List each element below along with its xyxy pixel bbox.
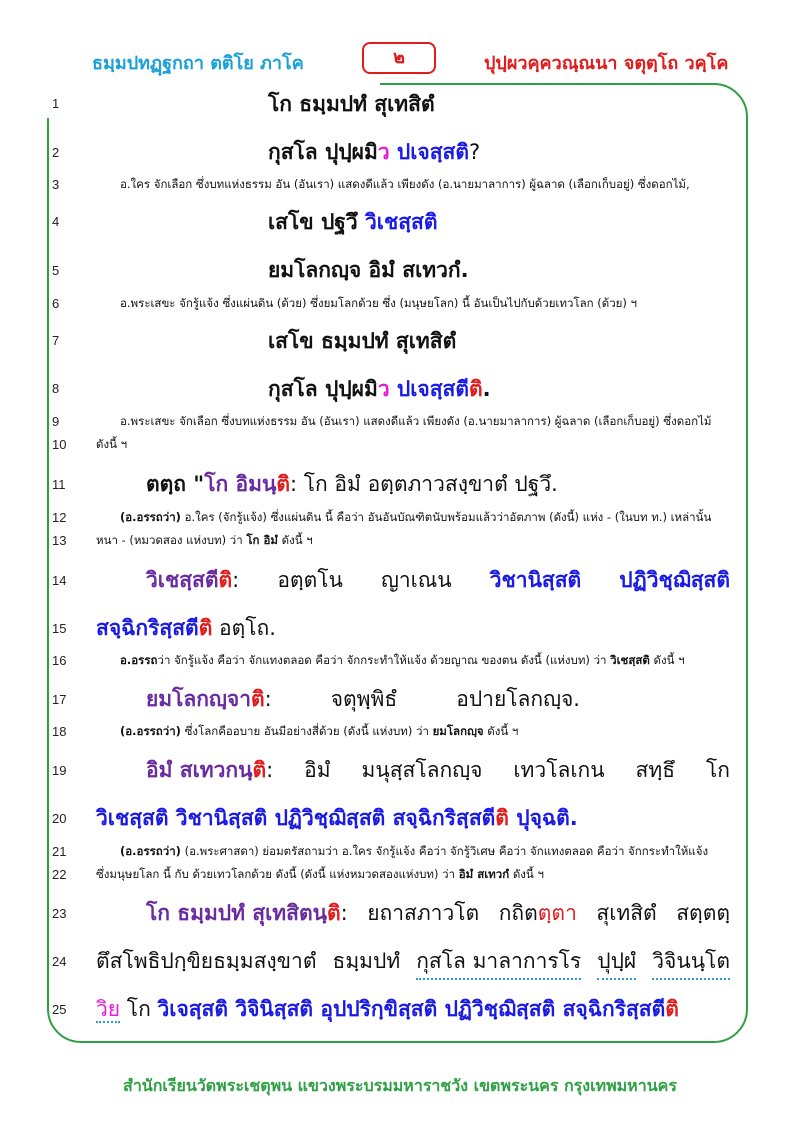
commentary-line-25 xyxy=(96,993,730,1026)
page-header xyxy=(0,40,800,80)
translation-line-6: อ.พระเสขะ จักรู้แจ้ง ซึ่งแผ่นดิน (ด้วย) ซึ่งยมโลกด้วย ซึ่ง (มนุษยโลก) นี้ อันเป็นไปกับด้วยเทวโลก (ด้วย) ฯ xyxy=(120,296,637,310)
simile-phrase: วิจินนฺโต xyxy=(652,945,730,980)
iti-particle: ติ xyxy=(198,616,213,640)
book-title: ธมฺมปทฏฺฐกถา ตติโย ภาโค xyxy=(92,53,304,74)
gloss-label: (อ.อรรถว่า) xyxy=(120,844,181,858)
verse-text: เสโข ปฐวึ xyxy=(268,210,365,234)
colon: : xyxy=(340,901,348,925)
iti-particle: ติ xyxy=(252,758,267,782)
headword: วิเชสฺสตี xyxy=(146,568,219,592)
line-number: 6 xyxy=(52,296,60,311)
iti-particle: ติ xyxy=(469,377,483,401)
gloss-text: หนา - (หมวดสอง แห่งบท) ว่า xyxy=(96,533,247,547)
word: มนุสฺสโลกญฺจ xyxy=(361,758,483,782)
gloss-text: อ.ใคร (จักรู้แจ้ง) ซึ่งแผ่นดิน นี้ คือว่า อันอันบัณฑิตนับพร้อมแล้วว่าอัตภาพ (ดังนี้) แห่ง - (ในบท ท.) เหล่านั้น xyxy=(180,510,712,524)
word: สทฺธึ xyxy=(635,758,676,782)
headword-group xyxy=(146,897,348,930)
gloss-text: ว่า จักรู้แจ้ง คือว่า จักแทงตลอด คือว่า จักกระทำให้แจ้ง ด้วยญาณ ของตน ดังนี้ (แห่งบท) ว่า xyxy=(157,653,611,667)
commentary-line-15 xyxy=(96,612,730,645)
line-number: 20 xyxy=(52,811,67,826)
commentary-line-24 xyxy=(96,945,730,980)
verse-verb: ปเจสฺสตี xyxy=(389,377,470,401)
page-footer: สำนักเรียนวัดพระเชตุพน แขวงพระบรมมหาราชวัง เขตพระนคร กรุงเทพมหานคร xyxy=(123,1076,677,1095)
verse-verb: วิเชสฺสติ xyxy=(364,210,438,234)
verse-punct: ? xyxy=(469,140,481,164)
verb: ปฏิวิชฺฌิสฺสติ xyxy=(619,568,730,592)
line-number: 7 xyxy=(52,333,60,348)
gloss-headword: ยมโลกญฺจ xyxy=(432,724,484,738)
line-number: 14 xyxy=(52,573,67,588)
translation-line-16 xyxy=(120,652,730,670)
line-number: 3 xyxy=(52,177,60,192)
line-number: 17 xyxy=(52,692,67,707)
line-number: 9 xyxy=(52,414,60,429)
line-number: 16 xyxy=(52,653,67,668)
verb: ปุจฺฉติ. xyxy=(508,806,578,830)
iti-particle: ติ xyxy=(251,687,265,711)
verse-punct: . xyxy=(482,377,491,401)
commentary-text: : โก อิมํ อตฺตภาวสงฺขาตํ ปฐวึ. xyxy=(290,472,558,496)
translation-line-9: อ.พระเสขะ จักเลือก ซึ่งบทแห่งธรรม อัน (อันเรา) แสดงดีแล้ว เพียงดัง (อ.นายมาลาการ) ผู้ฉลาด (เลือกเก็บอยู่) ซึ่งดอกไม้ xyxy=(120,414,712,428)
verse-particle: ว xyxy=(377,377,390,401)
commentary-line-20 xyxy=(96,802,730,835)
gloss-text: ซึ่งมนุษยโลก นี้ กับ ด้วยเทวโลกด้วย ดังนี้ (ดังนี้ แห่งหมวดสองแห่งบท) ว่า xyxy=(96,867,459,881)
verse-line-5: ยมโลกญฺจ อิมํ สเทวกํ. xyxy=(268,258,469,282)
headword-group xyxy=(146,683,272,716)
gloss-text: ซึ่งโลกคืออบาย อันมีอย่างสี่ด้วย (ดังนี้ แห่งบท) ว่า xyxy=(180,724,433,738)
gloss-label: (อ.อรรถว่า) xyxy=(120,510,181,524)
translation-line-10: ดังนี้ ฯ xyxy=(96,437,128,451)
headword: อิมํ สเทวกนฺ xyxy=(146,758,253,782)
translation-line-13 xyxy=(96,532,730,550)
commentary-text: ตตฺถ " xyxy=(146,472,205,496)
line-number: 23 xyxy=(52,906,67,921)
page-number-badge: ๒ xyxy=(362,42,436,74)
word: อิมํ xyxy=(304,758,331,782)
verse-line-8 xyxy=(268,373,730,406)
verse-line-2 xyxy=(268,136,730,169)
colon: : xyxy=(264,687,272,711)
translation-line-3: อ.ใคร จักเลือก ซึ่งบทแห่งธรรม อัน (อันเรา) แสดงดีแล้ว เพียงดัง (อ.นายมาลาการ) ผู้ฉลาด (เลือกเก็บอยู่) ซึ่งดอกไม้, xyxy=(120,177,690,191)
translation-line-21 xyxy=(120,843,730,861)
gloss-text: (อ.พระศาสดา) ย่อมตรัสถามว่า อ.ใคร จักรู้แจ้ง คือว่า จักรู้วิเศษ คือว่า จักแทงตลอด คือว่า จักกระทำให้แจ้ง xyxy=(180,844,709,858)
gloss-label: อ.อรรถ xyxy=(120,653,158,667)
headword: โก ธมฺมปทํ สุเทสิตนฺ xyxy=(146,901,327,925)
commentary-line-11 xyxy=(146,468,730,501)
line-number: 25 xyxy=(52,1002,67,1017)
line-number: 4 xyxy=(52,214,60,229)
gloss-text: ดังนี้ ฯ xyxy=(509,867,544,881)
iti-particle: ติ xyxy=(326,901,341,925)
colon: : xyxy=(266,758,274,782)
verse-line-4 xyxy=(268,206,730,239)
translation-line-18 xyxy=(120,723,730,741)
iti-particle: ติ xyxy=(495,806,509,830)
iti-particle: ติ xyxy=(665,997,679,1021)
verb: วิชานิสฺสติ xyxy=(489,568,582,592)
line-number: 2 xyxy=(52,145,60,160)
line-number: 18 xyxy=(52,724,67,739)
translation-line-22 xyxy=(96,866,730,884)
line-number: 10 xyxy=(52,437,67,452)
word: ตึสโพธิปกฺขิยธมฺมสงฺขาตํ xyxy=(96,949,317,973)
word: โก xyxy=(705,758,730,782)
word: สุเทสิตํ xyxy=(596,901,657,925)
gloss-text: ดังนี้ ฯ xyxy=(483,724,519,738)
headword-group xyxy=(146,564,239,597)
verbs: วิเชสฺสติ วิชานิสฺสติ ปฏิวิชฺฌิสฺสติ สจฺฉิกริสฺสตี xyxy=(96,806,496,830)
line-number: 1 xyxy=(52,96,60,111)
headword: ยมโลกญฺจา xyxy=(146,687,251,711)
iti-particle: ติ xyxy=(218,568,233,592)
headword: โก อิมนฺ xyxy=(204,472,277,496)
line-number: 8 xyxy=(52,381,60,396)
word-group xyxy=(499,897,577,930)
verse-text: โก ธมฺมปทํ สุเทสิตํ xyxy=(268,92,435,116)
verse-verb: ปเจสฺสติ xyxy=(389,140,470,164)
verb: สจฺฉิกริสฺสตี xyxy=(96,616,199,640)
commentary-line-19 xyxy=(146,754,730,787)
word: ธมฺมปทํ xyxy=(332,949,401,973)
gloss-headword: โก อิมํ xyxy=(246,533,278,547)
line-number: 24 xyxy=(52,954,67,969)
commentary-line-23 xyxy=(146,897,730,930)
line-number: 15 xyxy=(52,621,67,636)
gloss-headword: อิมํ สเทวกํ xyxy=(458,867,510,881)
verse-line-7: เสโข ธมฺมปทํ สุเทสิตํ xyxy=(268,329,457,353)
word: อตฺโถ. xyxy=(212,616,276,640)
frame-top-gap xyxy=(80,78,380,86)
gloss-text: ดังนี้ ฯ xyxy=(277,533,313,547)
line-number: 21 xyxy=(52,844,67,859)
verse-text: กุสโล ปุปฺผมิ xyxy=(268,377,378,401)
verbs: วิเจสฺสติ วิจินิสฺสติ อุปปริกฺขิสฺสติ ปฏิวิชฺฌิสฺสติ สจฺฉิกริสฺสตี xyxy=(157,997,666,1021)
particle: วิย xyxy=(96,997,121,1021)
word: ญาเณน xyxy=(380,568,452,592)
gloss-label: (อ.อรรถว่า) xyxy=(120,724,181,738)
line-number: 5 xyxy=(52,263,60,278)
verse-particle: ว xyxy=(377,140,390,164)
commentary-line-14 xyxy=(146,564,730,597)
simile-phrase: ปุปฺผํ xyxy=(597,945,636,980)
word: ยถาสภาวโต xyxy=(367,901,480,925)
colon: : xyxy=(232,568,240,592)
commentary-line-17 xyxy=(146,683,580,716)
word: จตุพฺพิธํ xyxy=(330,687,398,711)
line-number: 22 xyxy=(52,867,67,882)
word: โก xyxy=(120,997,158,1021)
translation-line-12 xyxy=(120,509,730,527)
word: อปายโลกญฺจ. xyxy=(456,687,580,711)
verse-text: กุสโล ปุปฺผมิ xyxy=(268,140,378,164)
headword-group xyxy=(146,754,273,787)
line-number: 12 xyxy=(52,510,67,525)
simile-phrase: กุสโล มาลาการโร xyxy=(416,945,581,980)
line-number: 13 xyxy=(52,533,67,548)
word: อตฺตโน xyxy=(277,568,343,592)
word: เทวโลเกน xyxy=(513,758,605,782)
word: สตฺตตฺ xyxy=(676,901,730,925)
word: กถิต xyxy=(498,901,538,925)
gloss-headword: วิเชสฺสติ xyxy=(610,653,650,667)
gloss-text: ดังนี้ ฯ xyxy=(649,653,685,667)
iti-particle: ติ xyxy=(276,472,291,496)
verse-line-1 xyxy=(268,88,730,121)
suffix: ตฺตา xyxy=(537,901,577,925)
line-number: 19 xyxy=(52,763,67,778)
line-number: 11 xyxy=(52,477,66,492)
chapter-title: ปุปฺผวคฺควณฺณนา จตุตฺโถ วคฺโค xyxy=(484,53,729,74)
